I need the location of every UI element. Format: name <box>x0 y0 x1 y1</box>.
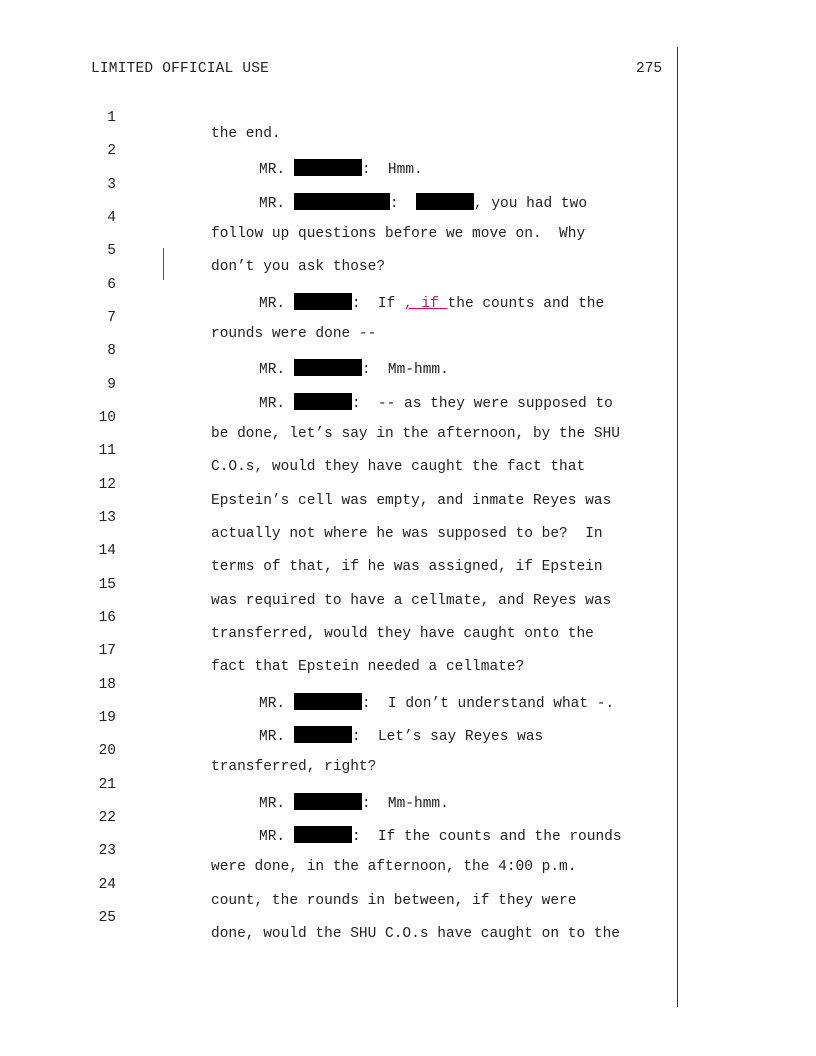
transcript-line <box>0 827 676 875</box>
transcript-line <box>0 761 676 812</box>
speaker-prefix: MR. <box>259 729 286 745</box>
line-number: 22 <box>98 810 116 826</box>
transcript-line <box>0 661 676 712</box>
transcript-line <box>0 627 676 675</box>
transcript-line <box>0 94 676 142</box>
line-number: 13 <box>98 510 116 526</box>
transcript-line <box>0 527 676 575</box>
transcript-line <box>0 227 676 275</box>
line-number: 9 <box>107 377 116 393</box>
transcript-line <box>0 594 676 642</box>
line-text: actually not where he was supposed to be? In <box>211 526 603 542</box>
speech-text: , you had two <box>473 196 588 212</box>
transcript-line <box>0 394 676 442</box>
line-text: Epstein’s cell was empty, and inmate Reyes was <box>211 493 612 509</box>
transcript-line <box>0 161 676 212</box>
line-number: 21 <box>98 777 116 793</box>
line-number: 15 <box>98 577 116 593</box>
line-text: transferred, would they have caught onto the <box>211 626 594 642</box>
line-number: 20 <box>98 743 116 759</box>
speech-text: : <box>389 196 416 212</box>
transcript-line <box>0 561 676 609</box>
classification-header: LIMITED OFFICIAL USE <box>91 61 270 77</box>
speaker-prefix: MR. <box>259 796 286 812</box>
line-number: 3 <box>107 177 116 193</box>
line-number: 18 <box>98 677 116 693</box>
line-number: 5 <box>107 243 116 259</box>
line-number: 2 <box>107 143 116 159</box>
line-number: 14 <box>98 543 116 559</box>
line-text: were done, in the afternoon, the 4:00 p.m. <box>211 859 577 875</box>
speech-text: : Mm-hmm. <box>361 796 449 812</box>
line-number: 8 <box>107 343 116 359</box>
speaker-prefix: MR. <box>259 296 286 312</box>
speech-text: : If the counts and the rounds <box>351 829 622 845</box>
speaker-prefix: MR. <box>259 162 286 178</box>
speech-text: : If <box>351 296 405 312</box>
line-text: C.O.s, would they have caught the fact that <box>211 459 586 475</box>
line-text: be done, let’s say in the afternoon, by the SHU <box>211 426 620 442</box>
speech-text: : Mm-hmm. <box>361 362 449 378</box>
transcript-line <box>0 494 676 542</box>
speech-text: the counts and the <box>447 296 605 312</box>
line-text: transferred, right? <box>211 759 377 775</box>
line-number: 10 <box>98 410 116 426</box>
transcript-line <box>0 727 676 775</box>
page-number: 275 <box>636 61 663 77</box>
transcript-line <box>0 261 676 312</box>
line-text: the end. <box>211 126 281 142</box>
line-number: 25 <box>98 910 116 926</box>
transcript-line <box>0 127 676 178</box>
inserted-text: , if <box>404 296 448 312</box>
line-text: rounds were done -- <box>211 326 377 342</box>
transcript-line <box>0 461 676 509</box>
line-text: was required to have a cellmate, and Reyes was <box>211 593 612 609</box>
line-number: 7 <box>107 310 116 326</box>
line-number: 24 <box>98 877 116 893</box>
speech-text: : I don’t understand what -. <box>361 696 615 712</box>
line-number: 23 <box>98 843 116 859</box>
line-text: follow up questions before we move on. Why <box>211 226 586 242</box>
transcript-line <box>0 694 676 745</box>
line-text: terms of that, if he was assigned, if Epstein <box>211 559 603 575</box>
transcript-line <box>0 327 676 378</box>
speaker-prefix: MR. <box>259 829 286 845</box>
line-text: done, would the SHU C.O.s have caught on to the <box>211 926 620 942</box>
transcript-line <box>0 294 676 342</box>
line-number: 16 <box>98 610 116 626</box>
line-text: fact that Epstein needed a cellmate? <box>211 659 525 675</box>
transcript-line <box>0 361 676 412</box>
speech-text: : -- as they were supposed to <box>351 396 613 412</box>
line-number: 11 <box>98 443 116 459</box>
line-number: 6 <box>107 277 116 293</box>
speech-text: : Hmm. <box>361 162 423 178</box>
line-number: 4 <box>107 210 116 226</box>
line-text: count, the rounds in between, if they were <box>211 893 577 909</box>
transcript-line <box>0 194 676 242</box>
speaker-prefix: MR. <box>259 696 286 712</box>
line-text: don’t you ask those? <box>211 259 386 275</box>
speaker-prefix: MR. <box>259 196 286 212</box>
transcript-line <box>0 894 676 942</box>
transcript-line <box>0 861 676 909</box>
transcript-line <box>0 427 676 475</box>
line-number: 17 <box>98 643 116 659</box>
line-number: 19 <box>98 710 116 726</box>
speaker-prefix: MR. <box>259 362 286 378</box>
right-margin-rule <box>677 47 678 1007</box>
speaker-prefix: MR. <box>259 396 286 412</box>
transcript-line <box>0 794 676 845</box>
speech-text: : Let’s say Reyes was <box>351 729 544 745</box>
line-number: 12 <box>98 477 116 493</box>
line-number: 1 <box>107 110 116 126</box>
